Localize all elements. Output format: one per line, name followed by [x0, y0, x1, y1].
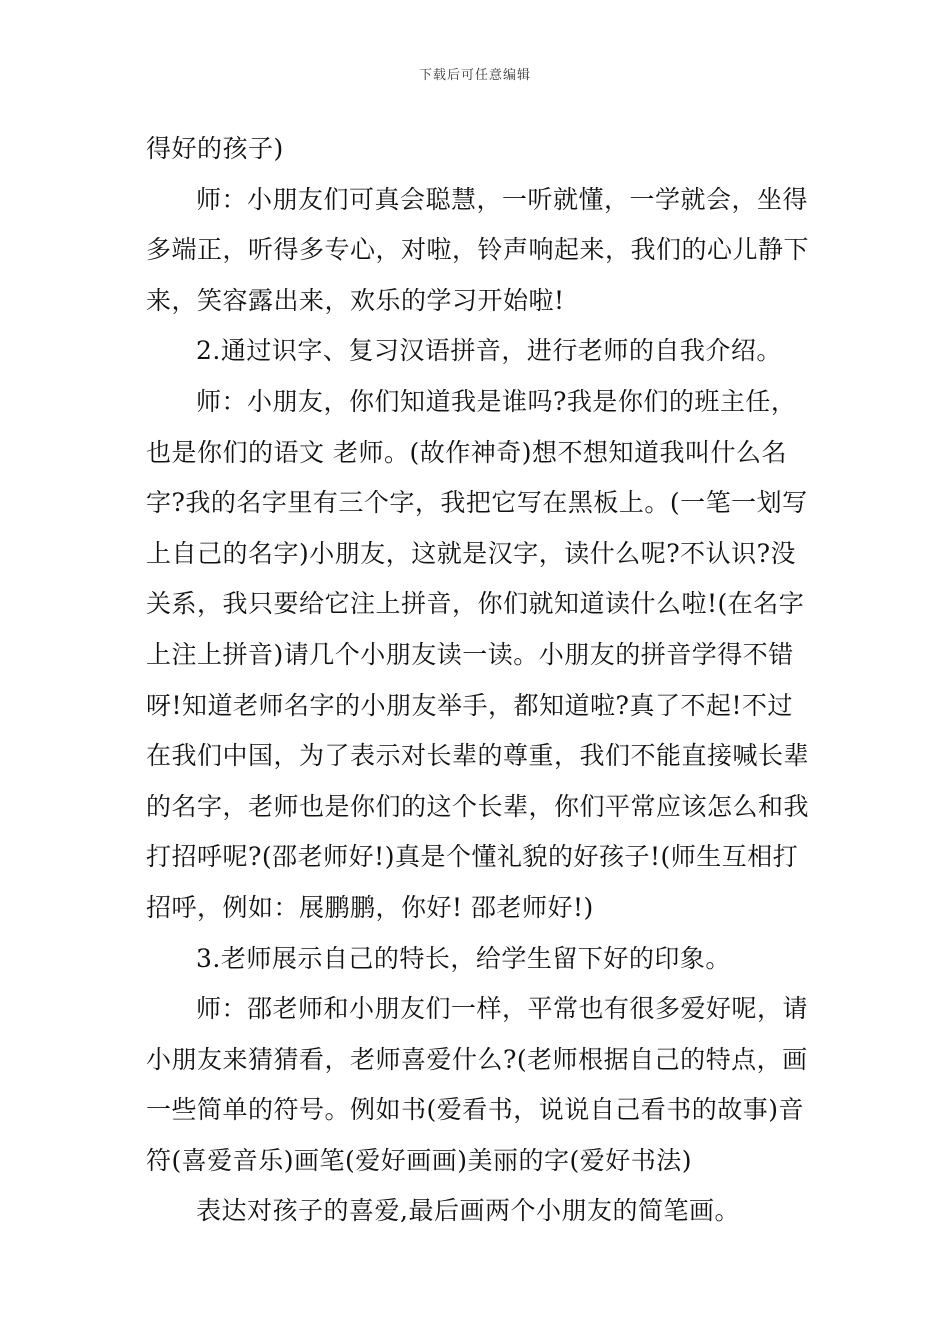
paragraph: 2.通过识字、复习汉语拼音，进行老师的自我介绍。 [196, 336, 782, 366]
paragraph: 3.老师展示自己的特长，给学生留下好的印象。 [196, 943, 731, 973]
paragraph: 师：小朋友，你们知道我是谁吗?我是你们的班主任，也是你们的语文 老师。(故作神奇)想不想知道我叫什么名字?我的名字里有三个字，我把它写在黑板上。(一笔一划写上自己的名字)小朋友，这就是汉字，读什么呢?不认识?没关系，我只要给它注上拼音，你们就知道读什么啦!(在名字上注上拼音)请几个小朋友读一读。小朋友的拼音学得不错呀!知道老师名字的小朋友举手，都知道啦?真了不起!不过在我们中国，为了表示对长辈的尊重，我们不能直接喊长辈的名字，老师也是你们的这个长辈，你们平常应该怎么和我打招呼呢?(邵老师好!)真是个懂礼貌的好孩子!(师生互相打招呼，例如：展鹏鹏，你好! 邵老师好!) [146, 386, 810, 922]
paragraph: 得好的孩子) [146, 134, 284, 163]
page-header: 下载后可任意编辑 [418, 68, 531, 83]
paragraph: 表达对孩子的喜爱,最后画两个小朋友的简笔画。 [196, 1196, 740, 1226]
paragraph: 师：邵老师和小朋友们一样，平常也有很多爱好呢，请小朋友来猜猜看，老师喜爱什么?(老师根据自己的特点，画一些简单的符号。例如书(爱看书，说说自己看书的故事)音符(喜爱音乐)画笔(爱好画画)美丽的字(爱好书法) [146, 994, 809, 1175]
paragraph: 师：小朋友们可真会聪慧，一听就懂，一学就会，坐得多端正，听得多专心，对啦，铃声响起来，我们的心儿静下来，笑容露出来，欢乐的学习开始啦! [146, 184, 810, 315]
document-body [146, 124, 810, 1237]
